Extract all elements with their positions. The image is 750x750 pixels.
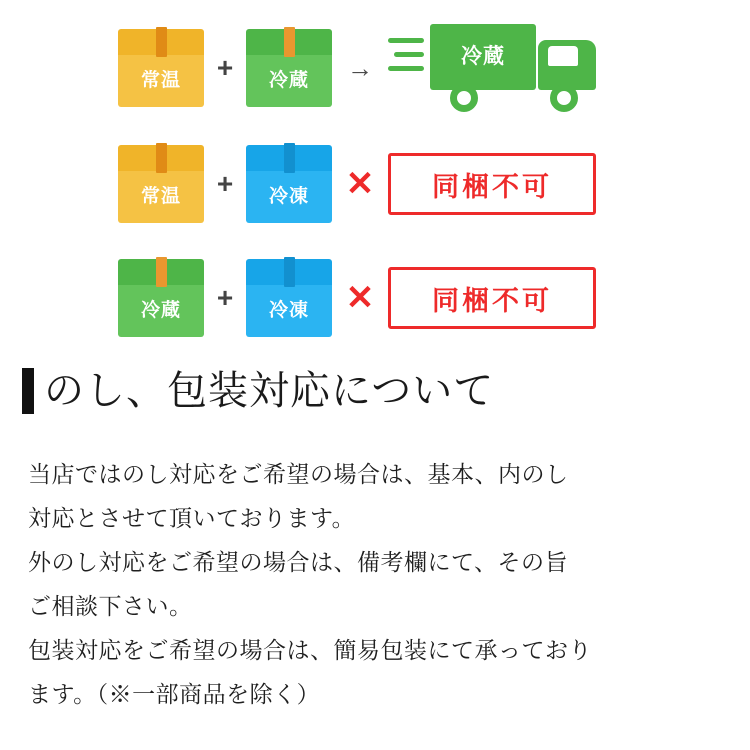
speed-line — [388, 66, 424, 71]
speed-line — [388, 38, 424, 43]
combination-row — [0, 14, 750, 122]
shipping-combination-diagram — [0, 0, 750, 352]
box-tape — [284, 257, 295, 287]
truck-cargo — [430, 24, 536, 90]
body-line: ます。（※一部商品を除く） — [28, 681, 321, 707]
truck-wheel — [550, 84, 578, 112]
speed-line — [394, 52, 424, 57]
body-copy — [28, 452, 728, 716]
box-label: 常温 — [140, 186, 181, 207]
truck-label: 冷蔵 — [461, 45, 505, 68]
plus-operator: + — [216, 168, 234, 199]
plus-operator: + — [216, 52, 234, 83]
truck-window — [548, 46, 578, 66]
box-label: 冷蔵 — [268, 70, 309, 91]
box-tape — [284, 143, 295, 173]
combination-row — [0, 244, 750, 352]
box-tape — [156, 143, 167, 173]
parcel-box-refrigerated — [246, 29, 332, 107]
not-allowed-stamp — [388, 267, 596, 329]
delivery-truck-icon — [388, 18, 620, 118]
body-line: 対応とさせて頂いております。 — [28, 505, 356, 531]
body-line: ご相談下さい。 — [28, 593, 193, 619]
box-label: 冷凍 — [268, 186, 309, 207]
not-allowed-stamp — [388, 153, 596, 215]
box-label: 常温 — [140, 70, 181, 91]
cross-mark-icon: ✕ — [345, 165, 375, 203]
body-line: 包装対応をご希望の場合は、簡易包装にて承っており — [28, 637, 592, 663]
section-heading — [22, 368, 494, 414]
box-label: 冷蔵 — [140, 300, 181, 321]
cross-mark-icon: ✕ — [345, 279, 375, 317]
parcel-box-ambient — [118, 145, 204, 223]
combination-row — [0, 130, 750, 238]
box-label: 冷凍 — [268, 300, 309, 321]
arrow-right-icon: → — [347, 53, 373, 83]
truck-wheel — [450, 84, 478, 112]
heading-title: のし、包装対応について — [44, 369, 495, 413]
body-line: 外のし対応をご希望の場合は、備考欄にて、その旨 — [28, 549, 569, 575]
parcel-box-frozen — [246, 145, 332, 223]
box-tape — [156, 27, 167, 57]
not-allowed-label: 同梱不可 — [432, 285, 552, 316]
plus-operator: + — [216, 282, 234, 313]
box-tape — [156, 257, 167, 287]
not-allowed-label: 同梱不可 — [432, 171, 552, 202]
parcel-box-refrigerated — [118, 259, 204, 337]
parcel-box-frozen — [246, 259, 332, 337]
parcel-box-ambient — [118, 29, 204, 107]
heading-accent-bar — [22, 368, 34, 414]
box-tape — [284, 27, 295, 57]
body-line: 当店ではのし対応をご希望の場合は、基本、内のし — [28, 461, 569, 487]
